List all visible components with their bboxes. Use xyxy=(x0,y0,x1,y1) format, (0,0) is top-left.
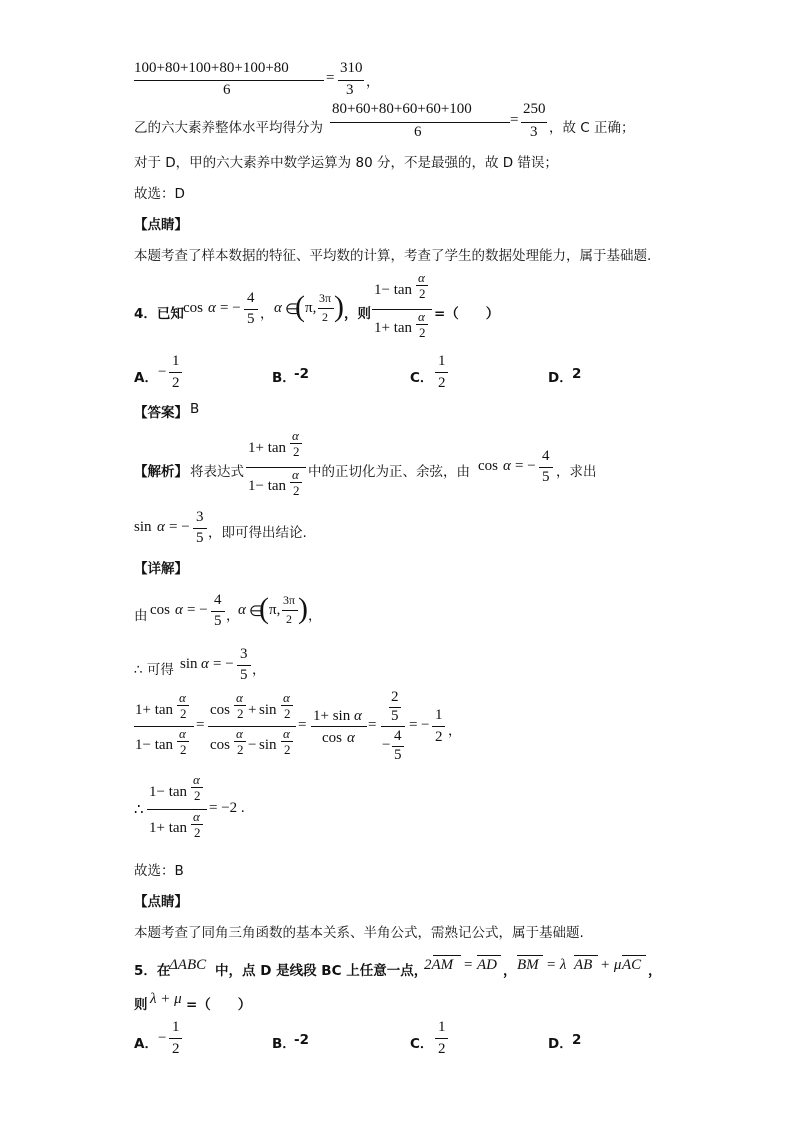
q5-v4-arrow xyxy=(574,955,598,956)
jiexi-frac-num: 4 xyxy=(542,448,550,464)
q5-text: 中，点 D 是线段 BC 上任意一点， xyxy=(215,963,428,979)
e-lhs-den: 1− tan xyxy=(135,737,174,753)
d1-3pi-den: 2 xyxy=(286,612,292,626)
q4-eq-paren: =（ ） xyxy=(434,306,500,322)
line2-prefix: 乙的六大素养整体水平均得分为 xyxy=(134,120,323,136)
e-half-den: 2 xyxy=(435,729,443,745)
q5-v3-arrow xyxy=(517,955,543,956)
frac1-result-num: 310 xyxy=(340,60,363,76)
frac2-bar xyxy=(330,122,510,123)
e-mid-num-cos: cos xyxy=(210,702,230,718)
xiangjie-tag: 【详解】 xyxy=(134,561,188,577)
jiexi-den-alpha: α xyxy=(292,467,299,482)
q5-option-c-num: 1 xyxy=(438,1019,446,1035)
frac1-bar xyxy=(134,80,324,81)
q4-frac-bar xyxy=(244,309,258,310)
jiexi-text3: ，求出 xyxy=(556,464,597,480)
e-mid-den-sin: sin xyxy=(259,737,277,753)
q4-number: 4．已知 xyxy=(134,306,184,322)
dianjing2-tag: 【点睛】 xyxy=(134,894,188,910)
q4-expr-num-alpha: α xyxy=(418,270,425,285)
q4-alpha: α xyxy=(208,300,216,316)
q5-v2: AD xyxy=(477,957,497,973)
e-mid-den-cos: cos xyxy=(210,737,230,753)
d2-sin: sin xyxy=(180,656,198,672)
q5-option-b-value: -2 xyxy=(294,1032,309,1048)
dianjing1-tag: 【点睛】 xyxy=(134,217,188,233)
frac1-result-bar xyxy=(338,80,364,81)
e-lhs-den-2: 2 xyxy=(180,742,187,757)
q4-in: ∈ xyxy=(285,302,299,318)
q4-option-d-label: D． xyxy=(548,370,573,386)
d2-alpha: α xyxy=(201,656,209,672)
q5-option-c-bar xyxy=(435,1038,448,1039)
e-comma: ， xyxy=(448,723,462,739)
q5-v1: 2AM xyxy=(424,957,454,973)
e-lhs-num-2: 2 xyxy=(180,706,187,721)
d1-pi: π, xyxy=(269,602,281,618)
q4-rparen: ) xyxy=(334,290,344,323)
frac2-numerator: 80+60+80+60+60+100 xyxy=(332,101,472,117)
e-4-d-neg: − xyxy=(382,737,391,753)
jiexi-cos: cos xyxy=(478,458,498,474)
q5-v5-arrow xyxy=(622,955,646,956)
q4-lparen: ( xyxy=(295,290,305,323)
q5-option-c-label: C． xyxy=(410,1036,434,1052)
e-neg: − xyxy=(421,717,430,733)
jiexi-expr-den: 1− tan xyxy=(248,478,287,494)
q5-v5: AC xyxy=(622,957,642,973)
d2-den: 5 xyxy=(240,667,248,683)
q4-option-c-label: C． xyxy=(410,370,434,386)
e-mid-den-a1: α xyxy=(236,726,243,741)
d1-comma-end: ， xyxy=(308,608,322,624)
q5-option-a-sign: − xyxy=(158,1030,167,1046)
e-eq4: = xyxy=(409,717,418,733)
choose-b: 故选：B xyxy=(134,863,184,879)
q5-option-d-label: D． xyxy=(548,1036,573,1052)
frac1-numerator: 100+80+100+80+100+80 xyxy=(134,60,289,76)
q4-option-c-num: 1 xyxy=(438,353,446,369)
frac2-result-bar xyxy=(521,122,547,123)
q5-triangle: ΔABC xyxy=(169,957,207,973)
d1-alpha: α xyxy=(175,602,183,618)
q4-3pi-bar xyxy=(318,308,334,309)
e-3-bar xyxy=(311,726,367,727)
q4-option-a-den: 2 xyxy=(172,375,180,391)
q4-option-a-label: A． xyxy=(134,370,158,386)
q5-comma2: ， xyxy=(648,963,662,979)
d1-comma: ， xyxy=(226,608,240,624)
line4: 故选：D xyxy=(134,186,185,202)
d1-num: 4 xyxy=(214,592,222,608)
sin-den: 5 xyxy=(196,530,204,546)
f-num-alpha: α xyxy=(193,772,200,787)
f-den: 1+ tan xyxy=(149,820,188,836)
d2-eq-minus: = − xyxy=(213,656,234,672)
q4-frac-den: 5 xyxy=(247,311,255,327)
d2-comma: ， xyxy=(252,662,266,678)
q4-option-b-label: B． xyxy=(272,370,296,386)
q5-option-a-den: 2 xyxy=(172,1041,180,1057)
e-mid-num-a1: α xyxy=(236,690,243,705)
q4-option-c-den: 2 xyxy=(438,375,446,391)
q4-3pi-num: 3π xyxy=(319,291,332,305)
e-eq3: = xyxy=(368,717,377,733)
jiexi-frac-bar xyxy=(539,467,553,468)
e-mid-den-d1: 2 xyxy=(237,742,244,757)
line2-suffix: ，故 C 正确； xyxy=(549,120,635,136)
e-lhs-num: 1+ tan xyxy=(135,702,174,718)
e-lhs-num-alpha: α xyxy=(179,690,186,705)
f-den-2: 2 xyxy=(194,825,201,840)
q5-option-c-den: 2 xyxy=(438,1041,446,1057)
q4-alpha2: α xyxy=(274,300,282,316)
dianjing1-text: 本题考查了样本数据的特征、平均数的计算，考查了学生的数据处理能力，属于基础题. xyxy=(134,248,652,264)
frac2-result-den: 3 xyxy=(530,124,538,140)
jiexi-frac-den: 5 xyxy=(542,469,550,485)
frac2-denominator: 6 xyxy=(414,124,422,140)
jiexi-den-2: 2 xyxy=(293,483,300,498)
d1-lparen: ( xyxy=(259,592,269,625)
e-half-num: 1 xyxy=(435,707,443,723)
e-4-n-den: 5 xyxy=(391,708,399,724)
answer-value: B xyxy=(190,401,200,417)
q4-option-a-bar xyxy=(169,372,182,373)
therefore-line: ∴ 可得 xyxy=(134,662,174,678)
d1-3pi-num: 3π xyxy=(283,593,296,607)
q4-then: ，则 xyxy=(344,306,371,322)
q4-pi: π, xyxy=(305,300,317,316)
frac1-result-den: 3 xyxy=(346,82,354,98)
e-3-num: 1+ sin xyxy=(313,708,351,724)
q4-frac-num: 4 xyxy=(247,290,255,306)
e-4-bar xyxy=(381,726,405,727)
e-mid-den-d2: 2 xyxy=(284,742,291,757)
d2-num: 3 xyxy=(240,646,248,662)
jiexi-tag: 【解析】 xyxy=(134,464,188,480)
q5-v3: BM xyxy=(517,957,539,973)
q4-cos: cos xyxy=(183,300,203,316)
e-3-num-alpha: α xyxy=(354,708,362,724)
you: 由 xyxy=(134,608,148,624)
q4-option-a-num: 1 xyxy=(172,353,180,369)
q4-option-c-bar xyxy=(435,372,448,373)
q4-expr-den-alpha: α xyxy=(418,309,425,324)
e-4-n-num: 2 xyxy=(391,689,399,705)
jiexi-eq-minus: = − xyxy=(515,458,536,474)
e-4-d-num: 4 xyxy=(394,728,402,744)
d1-in: ∈ xyxy=(249,604,263,620)
q4-3pi-den: 2 xyxy=(322,310,328,324)
e-4-d-den: 5 xyxy=(394,747,402,763)
frac2-result-num: 250 xyxy=(523,101,546,117)
e-3-den-alpha: α xyxy=(347,730,355,746)
sin-word: sin xyxy=(134,519,152,535)
d1-den: 5 xyxy=(214,613,222,629)
jiexi-alpha: α xyxy=(503,458,511,474)
d1-cos: cos xyxy=(150,602,170,618)
f-num-2: 2 xyxy=(194,788,201,803)
d1-eq-minus: = − xyxy=(187,602,208,618)
q4-option-a-sign: − xyxy=(158,364,167,380)
e-mid-den-minus: − xyxy=(248,737,257,753)
e-3-den-cos: cos xyxy=(322,730,342,746)
jiexi-num-2: 2 xyxy=(293,444,300,459)
q5-eq-paren: =（ ） xyxy=(186,997,252,1013)
f-num: 1− tan xyxy=(149,784,188,800)
e-mid-num-d2: 2 xyxy=(284,706,291,721)
frac1-denominator: 6 xyxy=(223,82,231,98)
d1-3pi-bar xyxy=(282,610,298,611)
q4-expr-num-2: 2 xyxy=(419,286,426,301)
q5-eq1: = xyxy=(464,957,473,973)
q5-option-a-label: A． xyxy=(134,1036,158,1052)
q4-eq-minus: = − xyxy=(220,300,241,316)
q4-option-b-value: -2 xyxy=(294,366,309,382)
q5-v4: AB xyxy=(574,957,593,973)
q5-option-d-value: 2 xyxy=(572,1032,582,1048)
sin-num: 3 xyxy=(196,509,204,525)
e-mid-num-plus: + xyxy=(248,702,257,718)
jiexi-expr-num: 1+ tan xyxy=(248,440,287,456)
e-mid-den-a2: α xyxy=(283,726,290,741)
e-mid-num-sin: sin xyxy=(259,702,277,718)
q5-v1-arrow xyxy=(433,955,461,956)
f-den-alpha: α xyxy=(193,809,200,824)
d1-alpha2: α xyxy=(238,602,246,618)
q4-expr-den-2: 2 xyxy=(419,325,426,340)
q5-lambda-mu: λ + μ xyxy=(150,991,182,1007)
q5-option-b-label: B． xyxy=(272,1036,296,1052)
q5-option-a-num: 1 xyxy=(172,1019,180,1035)
d1-bar xyxy=(211,611,225,612)
f-result: = −2 . xyxy=(209,800,245,816)
q5-then: 则 xyxy=(134,997,148,1013)
sin-alpha: α xyxy=(157,519,165,535)
jiexi-text2: 中的正切化为正、余弦，由 xyxy=(308,464,470,480)
line3: 对于 D，甲的六大素养中数学运算为 80 分，不是最强的，故 D 错误； xyxy=(134,155,558,171)
q5-plus: + μ xyxy=(600,957,622,973)
q4-expr-den: 1+ tan xyxy=(374,320,413,336)
answer-tag: 【答案】 xyxy=(134,405,188,421)
f-therefore: ∴ xyxy=(134,802,144,818)
frac1-equals: = xyxy=(326,70,335,86)
q4-comma: ， xyxy=(260,306,274,322)
e-lhs-den-alpha: α xyxy=(179,726,186,741)
e-eq2: = xyxy=(298,717,307,733)
jiexi-num-alpha: α xyxy=(292,428,299,443)
q5-option-a-bar xyxy=(169,1038,182,1039)
frac1-tail: ， xyxy=(366,74,380,90)
e-half-bar xyxy=(432,726,445,727)
d2-bar xyxy=(237,665,251,666)
jiexi-text1: 将表达式 xyxy=(190,464,244,480)
q4-expr-num: 1− tan xyxy=(374,282,413,298)
d1-rparen: ) xyxy=(298,592,308,625)
e-eq1: = xyxy=(196,717,205,733)
q5-v2-arrow xyxy=(477,955,501,956)
q4-option-d-value: 2 xyxy=(572,366,582,382)
dianjing2-text: 本题考查了同角三角函数的基本关系、半角公式，需熟记公式，属于基础题. xyxy=(134,925,584,941)
sin-bar xyxy=(193,528,207,529)
q5-number: 5．在 xyxy=(134,963,171,979)
q5-eq2: = λ xyxy=(546,957,567,973)
sin-eq-minus: = − xyxy=(169,519,190,535)
e-mid-num-d1: 2 xyxy=(237,706,244,721)
e-mid-num-a2: α xyxy=(283,690,290,705)
q5-comma: ， xyxy=(503,963,517,979)
frac2-equals: = xyxy=(510,112,519,128)
sin-tail: ，即可得出结论. xyxy=(208,525,307,541)
